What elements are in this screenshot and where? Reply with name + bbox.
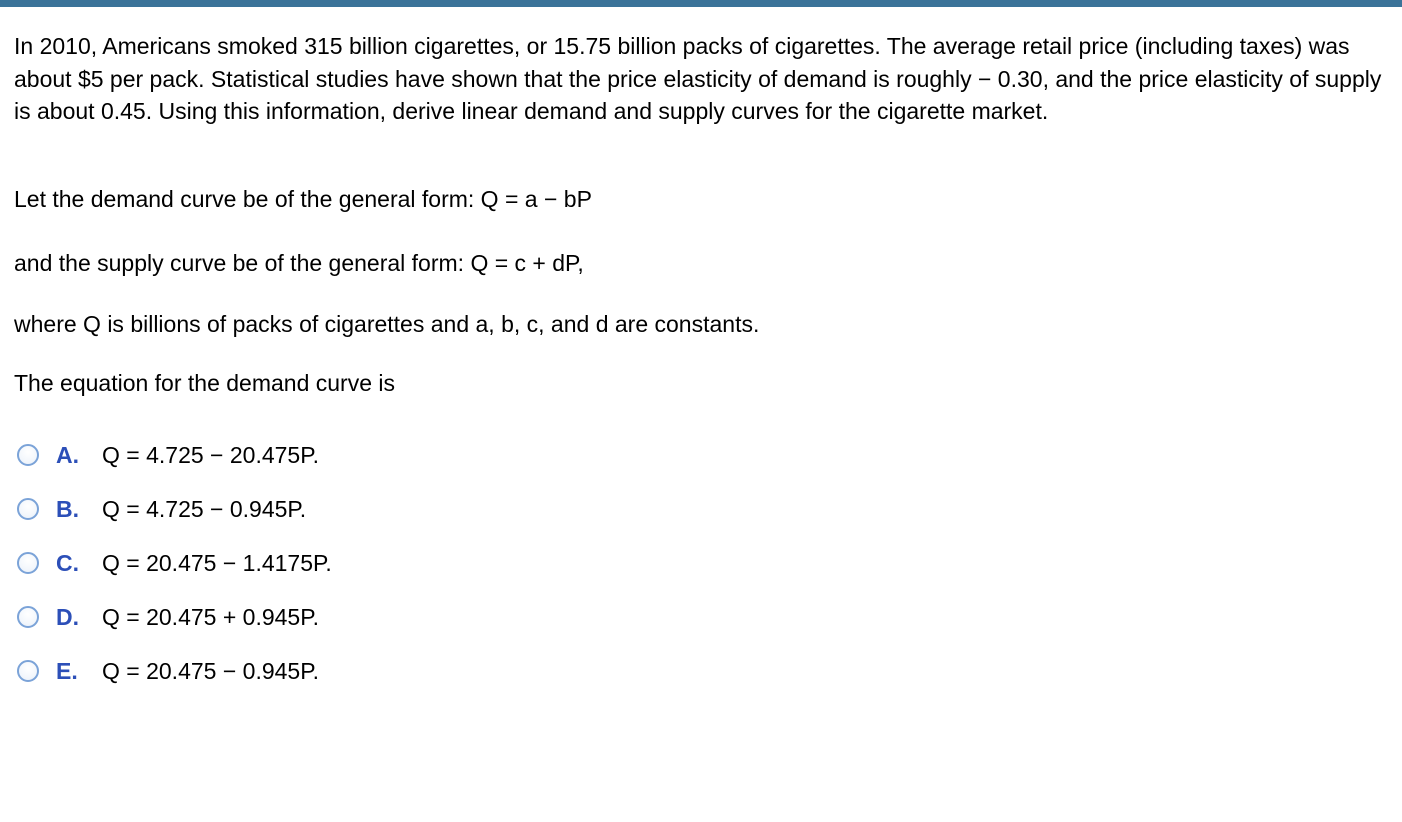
choice-letter: C.	[56, 549, 79, 576]
top-accent-bar	[0, 0, 1402, 7]
choice-c[interactable]	[14, 546, 332, 580]
supply-form-text: and the supply curve be of the general form: Q = c + dP,	[14, 250, 584, 276]
choice-text: Q = 4.725 − 0.945P.	[102, 495, 307, 522]
choice-b[interactable]	[14, 492, 306, 526]
choice-letter: A.	[56, 441, 79, 468]
choice-letter: E.	[56, 657, 78, 684]
radio-button-icon[interactable]	[17, 606, 39, 628]
radio-button-icon[interactable]	[17, 660, 39, 682]
question-intro: In 2010, Americans smoked 315 billion cigarettes, or 15.75 billion packs of cigarettes. The average retail price (including taxes) was about $5 per pack. Statistical studies have shown that the price elasticity of demand is roughly − 0.30, and the price elasticity of supply is about 0.45. Using this information, derive linear demand and supply curves for the cigarette market.	[14, 33, 1382, 124]
choice-letter: D.	[56, 603, 79, 630]
choice-letter: B.	[56, 495, 79, 522]
choice-e[interactable]	[14, 654, 319, 688]
choice-d[interactable]	[14, 600, 319, 634]
choice-a[interactable]	[14, 438, 319, 472]
radio-button-icon[interactable]	[17, 498, 39, 520]
question-content	[14, 30, 1394, 684]
demand-form-text: Let the demand curve be of the general form: Q = a − bP	[14, 186, 592, 212]
radio-button-icon[interactable]	[17, 552, 39, 574]
radio-button-icon[interactable]	[17, 444, 39, 466]
choice-text: Q = 20.475 + 0.945P.	[102, 603, 319, 630]
where-text: where Q is billions of packs of cigarettes and a, b, c, and d are constants.	[14, 311, 760, 337]
choice-text: Q = 20.475 − 0.945P.	[102, 657, 319, 684]
choice-text: Q = 4.725 − 20.475P.	[102, 441, 319, 468]
question-prompt: The equation for the demand curve is	[14, 370, 396, 396]
choice-text: Q = 20.475 − 1.4175P.	[102, 549, 332, 576]
